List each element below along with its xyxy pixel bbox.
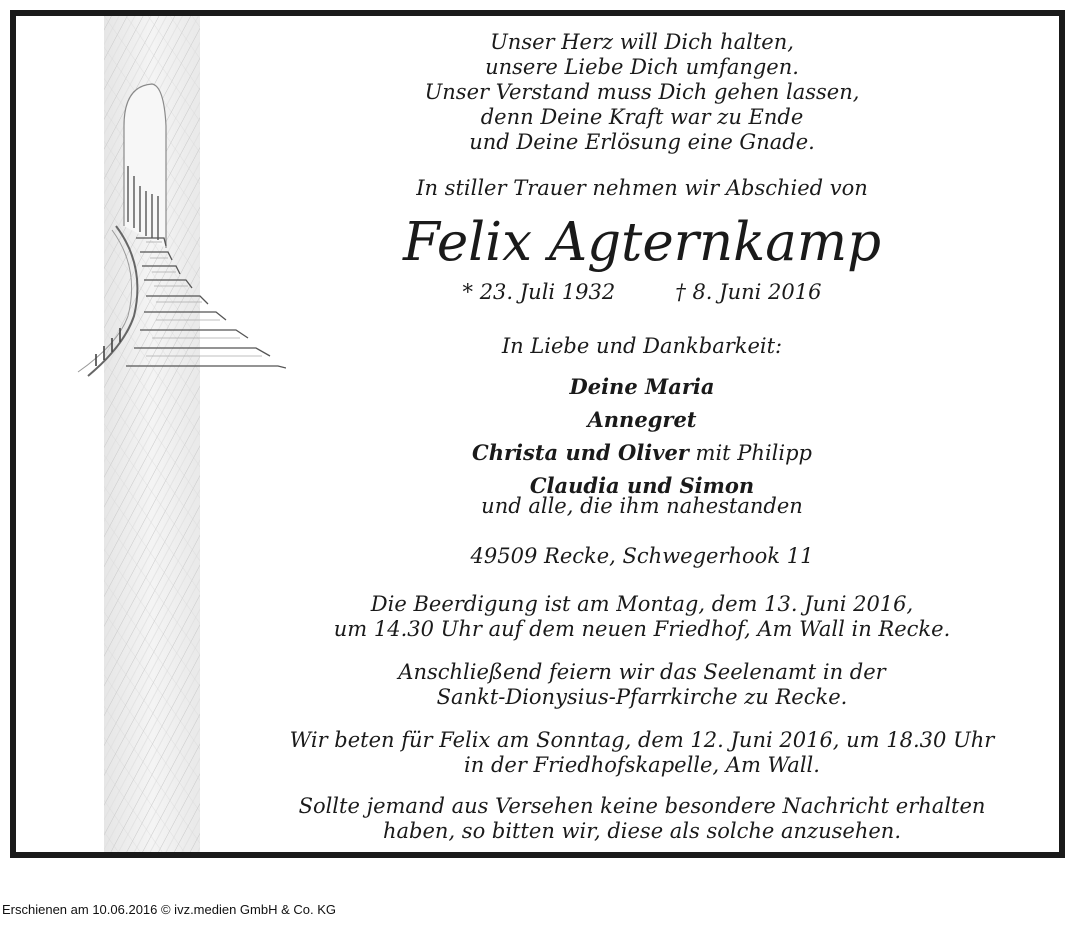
poem-line: und Deine Erlösung eine Gnade.	[469, 130, 815, 154]
birth-date: * 23. Juli 1932	[462, 280, 616, 304]
prayer-line: in der Friedhofskapelle, Am Wall.	[464, 753, 820, 777]
funeral-line: Die Beerdigung ist am Montag, dem 13. Juni 2016,	[370, 592, 914, 616]
poem-line: Unser Herz will Dich halten,	[490, 30, 794, 54]
funeral-line: um 14.30 Uhr auf dem neuen Friedhof, Am Wall in Recke.	[333, 617, 951, 641]
family-others: und alle, die ihm nahestanden	[481, 494, 803, 518]
prayer-info	[234, 728, 1050, 778]
funeral-info	[234, 592, 1050, 642]
family-list	[264, 370, 1020, 519]
notice-note	[234, 794, 1050, 844]
intro-text: In stiller Trauer nehmen wir Abschied von	[416, 176, 868, 200]
obituary-notice	[10, 10, 1065, 858]
address: 49509 Recke, Schwegerhook 11	[470, 544, 814, 568]
note-line: haben, so bitten wir, diese als solche anzusehen.	[383, 819, 901, 843]
requiem-line: Anschließend feiern wir das Seelenamt in der	[398, 660, 886, 684]
family-member: Claudia und Simon	[529, 473, 755, 498]
family-member: Deine Maria	[569, 374, 715, 399]
poem-line: denn Deine Kraft war zu Ende	[480, 105, 804, 129]
death-date: † 8. Juni 2016	[675, 280, 822, 304]
requiem-line: Sankt-Dionysius-Pfarrkirche zu Recke.	[436, 685, 848, 709]
life-dates	[264, 278, 1020, 306]
prayer-line: Wir beten für Felix am Sonntag, dem 12. Juni 2016, um 18.30 Uhr	[289, 728, 995, 752]
publication-footer: Erschienen am 10.06.2016 © ivz.medien GmbH & Co. KG	[2, 902, 337, 917]
note-line: Sollte jemand aus Versehen keine besondere Nachricht erhalten	[298, 794, 986, 818]
family-member: Annegret	[587, 407, 697, 432]
requiem-info	[234, 660, 1050, 710]
poem	[264, 30, 1020, 155]
poem-line: unsere Liebe Dich umfangen.	[485, 55, 799, 79]
deceased-name: Felix Agternkamp	[402, 212, 882, 273]
staircase-illustration-icon	[16, 16, 286, 852]
thanks-text: In Liebe und Dankbarkeit:	[501, 334, 783, 358]
family-member-addition: mit Philipp	[688, 441, 812, 465]
family-member: Christa und Oliver	[472, 440, 689, 465]
poem-line: Unser Verstand muss Dich gehen lassen,	[424, 80, 860, 104]
